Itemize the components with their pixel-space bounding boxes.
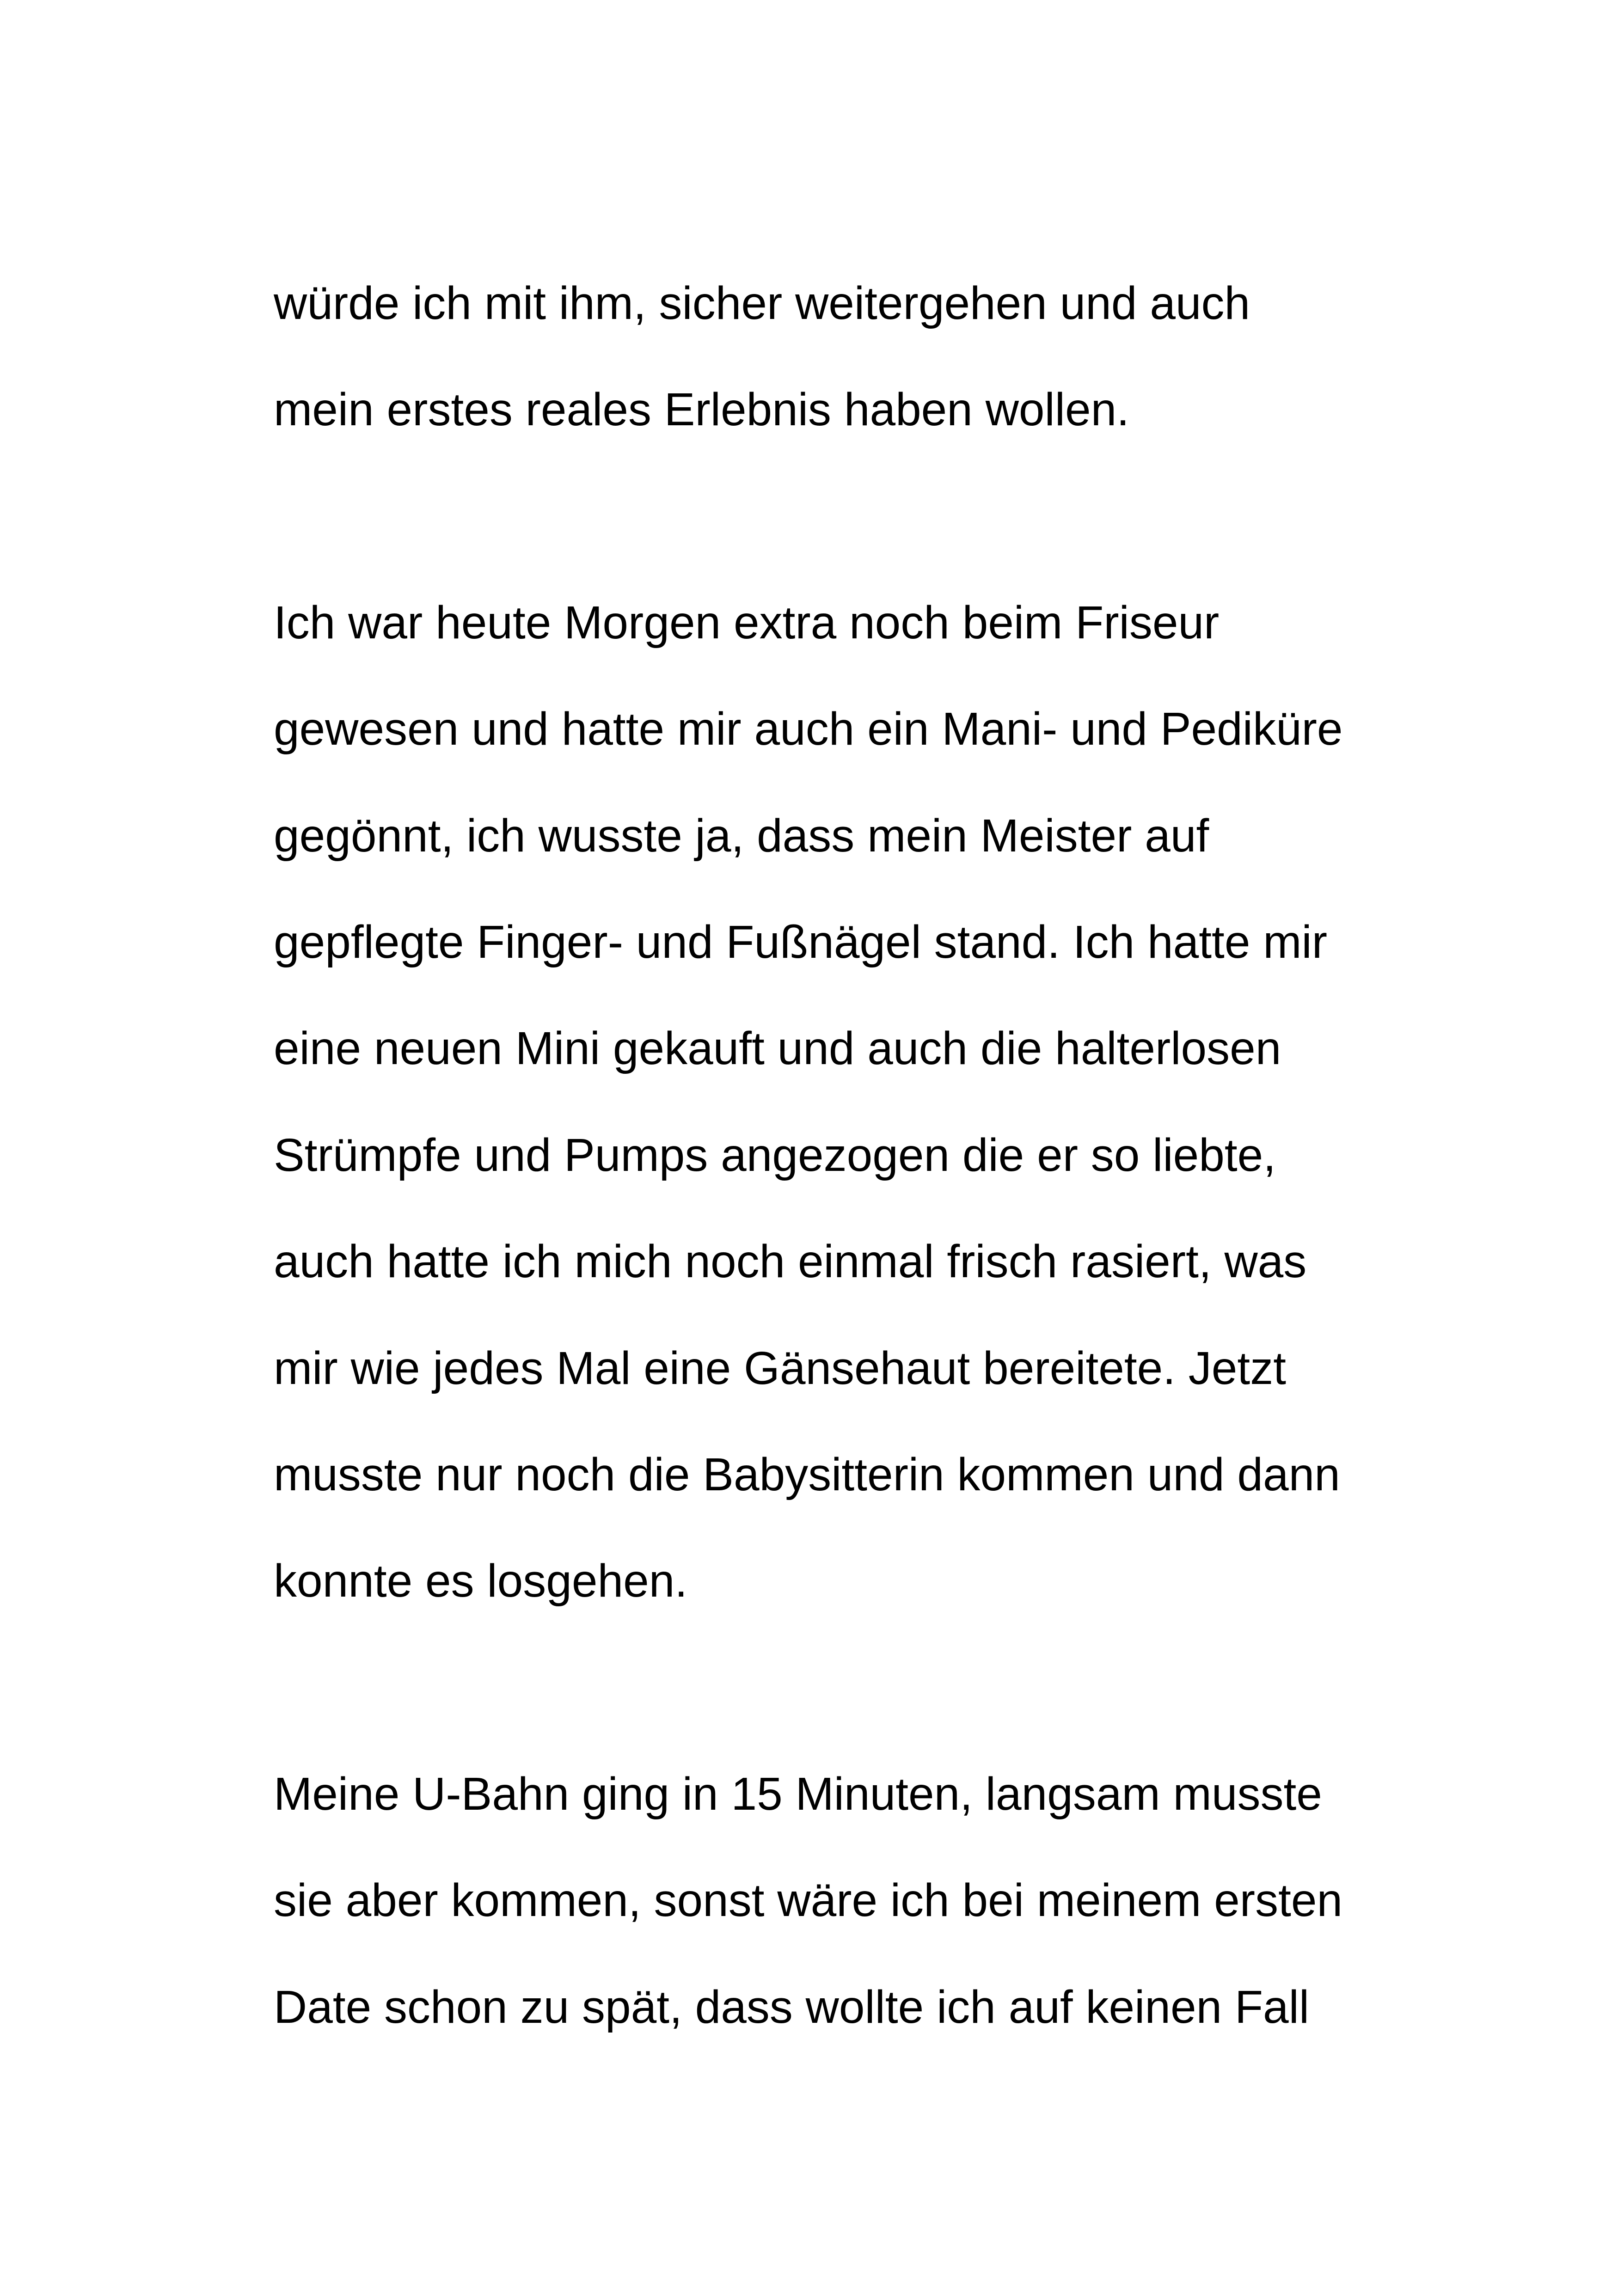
text-line: würde ich mit ihm, sicher weitergehen und auch [274, 277, 1250, 329]
text-line: eine neuen Mini gekauft und auch die halterlosen [274, 1022, 1281, 1074]
text-line: Meine U-Bahn ging in 15 Minuten, langsam musste [274, 1768, 1322, 1820]
text-line: sie aber kommen, sonst wäre ich bei meinem ersten [274, 1874, 1343, 1926]
text-line: gegönnt, ich wusste ja, dass mein Meister auf [274, 810, 1209, 862]
text-line: Strümpfe und Pumps angezogen die er so liebte, [274, 1129, 1276, 1181]
text-line: musste nur noch die Babysitterin kommen und dann [274, 1449, 1340, 1500]
text-line: auch hatte ich mich noch einmal frisch rasiert, was [274, 1236, 1307, 1287]
text-line: mir wie jedes Mal eine Gänsehaut bereitete. Jetzt [274, 1342, 1286, 1394]
text-line: Date schon zu spät, dass wollte ich auf keinen Fall [274, 1981, 1310, 2033]
text-line: Ich war heute Morgen extra noch beim Friseur [274, 597, 1220, 649]
text-line: konnte es losgehen. [274, 1555, 688, 1607]
text-line: gepflegte Finger- und Fußnägel stand. Ich hatte mir [274, 916, 1328, 968]
text-line: gewesen und hatte mir auch ein Mani- und Pediküre [274, 703, 1343, 755]
text-line: mein erstes reales Erlebnis haben wollen. [274, 384, 1129, 435]
